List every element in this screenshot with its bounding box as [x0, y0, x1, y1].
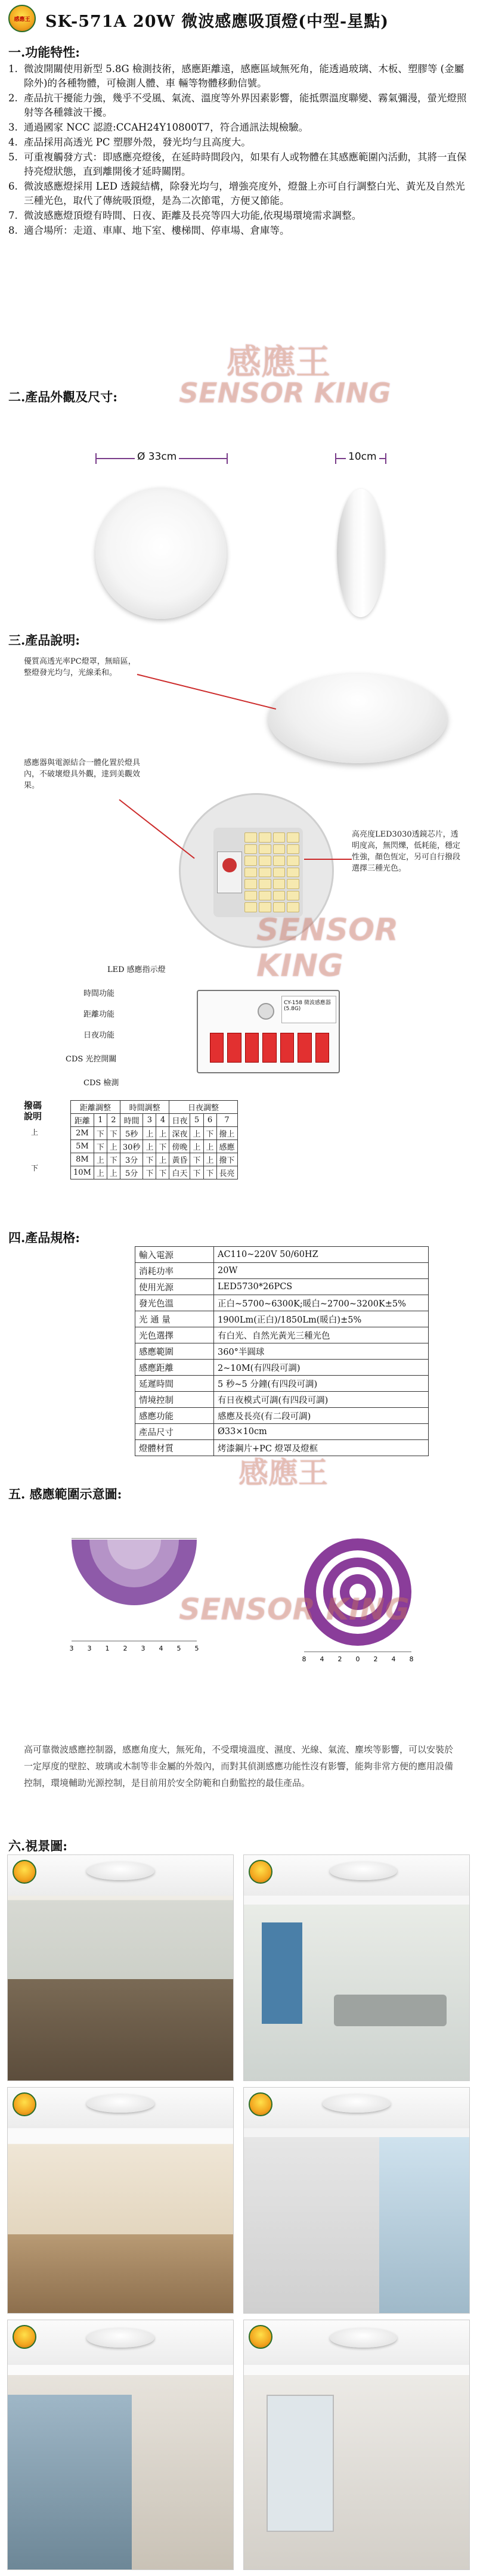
section-title-features: 一.功能特性:: [8, 45, 80, 60]
scene-photo-balcony: [7, 1854, 234, 2081]
dip-switches: [210, 1033, 329, 1063]
features-list: [8, 62, 473, 239]
top-range-diagram: [302, 1538, 414, 1663]
led-chip: [244, 902, 257, 912]
spec-value: 正白~5700~6300K;暖白~2700~3200K±5%: [214, 1295, 429, 1311]
spec-key: 感應距離: [135, 1360, 214, 1376]
scale-tick-label: 5: [176, 1645, 181, 1652]
dip-table-cell: 1: [94, 1114, 107, 1127]
led-chip: [259, 832, 271, 843]
spec-key: 燈體材質: [135, 1440, 214, 1456]
callout-daynight: 日夜功能: [83, 1031, 115, 1040]
dip-table-cell: 撥下: [216, 1153, 237, 1166]
dip-table-cell: 感應: [216, 1140, 237, 1153]
dip-switch: [315, 1033, 329, 1063]
spec-row: [135, 1279, 429, 1295]
dip-table-cell: 日夜: [169, 1114, 190, 1127]
scene-logo: [13, 2325, 36, 2349]
spec-value: 感應及長亮(有二段可調): [214, 1408, 429, 1424]
dip-table-cell: 6: [203, 1114, 216, 1127]
scale-tick-label: 8: [409, 1655, 414, 1663]
dip-table-cell: 下: [143, 1166, 156, 1179]
dip-table-cell: 深夜: [169, 1127, 190, 1140]
dip-side-up: 上: [31, 1128, 39, 1137]
led-chip: [273, 832, 286, 843]
led-chip: [287, 891, 299, 901]
spec-key: 消耗功率: [135, 1263, 214, 1279]
spec-value: 360°半圓球: [214, 1343, 429, 1360]
scale-tick-label: 5: [194, 1645, 199, 1652]
feature-item: [8, 209, 473, 223]
dip-switch: [227, 1033, 241, 1063]
lamp-top-view: [95, 488, 227, 619]
watermark-cn-2: 感應王: [238, 1456, 328, 1490]
feature-number: 4.: [8, 137, 18, 148]
scene-lamp: [86, 2328, 154, 2348]
spec-row: [135, 1392, 429, 1408]
dip-table-cell: 5分: [120, 1166, 143, 1179]
spec-row: [135, 1360, 429, 1376]
dip-table-cell: 上: [107, 1140, 120, 1153]
arrow-led: [304, 859, 352, 860]
dip-table-cell: 下: [203, 1166, 216, 1179]
dip-switch: [262, 1033, 276, 1063]
product-description: [0, 638, 477, 1234]
dip-table-cell: 10M: [71, 1166, 94, 1179]
range-diagram: [0, 1532, 477, 1711]
led-chip: [259, 891, 271, 901]
dip-table-cell: 距離: [71, 1114, 94, 1127]
dip-table-cell: 下: [190, 1166, 203, 1179]
scene-floor: [8, 1979, 233, 2080]
sensor-pcb: [217, 852, 242, 893]
spec-row: [135, 1424, 429, 1440]
spec-value: 有白光、自然光黃光三種光色: [214, 1327, 429, 1343]
spec-row: [135, 1263, 429, 1279]
dip-table-cell: 時間: [120, 1114, 143, 1127]
feature-number: 2.: [8, 92, 18, 104]
dip-table-cell: 5M: [71, 1140, 94, 1153]
scale-tick-label: 2: [337, 1655, 342, 1663]
dip-caption: [24, 1100, 54, 1122]
dip-table-cell: 2M: [71, 1127, 94, 1140]
dip-side-down: 下: [31, 1164, 39, 1172]
scene-wall-panel: [262, 1922, 302, 2024]
dip-switch: [280, 1033, 294, 1063]
callout-led-indicator: LED 感應指示燈: [107, 965, 166, 974]
led-chip: [287, 844, 299, 854]
scene-logo: [13, 2092, 36, 2116]
callout-cds-detect: CDS 檢測: [83, 1079, 119, 1088]
dip-table-cell: 上: [190, 1127, 203, 1140]
feature-text: 可重複觸發方式：即感應亮燈後，在延時時間段內，如果有人或物體在其感應範圍內活動，其將一直保持亮燈狀態，直到離開後才延時關閉。: [24, 151, 467, 177]
dip-table-cell: 長亮: [216, 1166, 237, 1179]
callout-distance: 距離功能: [83, 1010, 115, 1019]
dip-header-time: 時間調整: [120, 1101, 169, 1114]
scene-lamp: [330, 2328, 397, 2348]
watermark-en-3: SENSOR KING: [179, 1592, 410, 1627]
scale-tick-label: 2: [123, 1645, 128, 1652]
feature-item: [8, 179, 473, 208]
range-center: [349, 1584, 366, 1600]
scene-logo: [249, 2325, 272, 2349]
led-chip: [287, 856, 299, 866]
feature-number: 1.: [8, 63, 18, 75]
dip-table-cell: 下: [156, 1140, 169, 1153]
note-sensor: 感應器與電源結合一體化置於燈具內，不破壞燈具外觀，達到美觀效果。: [24, 758, 141, 790]
section-title-specs: 四.產品規格:: [8, 1230, 80, 1245]
brand-logo-text: 感應王: [14, 16, 30, 23]
dip-table-cell: 7: [216, 1114, 237, 1127]
dip-table-cell: 下: [156, 1166, 169, 1179]
feature-item: [8, 135, 473, 150]
spec-row: [135, 1327, 429, 1343]
note-led: 高亮度LED3030透鏡芯片，透明度高，無閃爍，低耗能，穩定性強，顏色恆定，另可自行撥段選擇三種光色。: [352, 830, 461, 873]
dip-table-cell: 下: [107, 1127, 120, 1140]
scene-logo: [249, 2092, 272, 2116]
height-label: 10cm: [346, 451, 379, 463]
section-title-range: 五. 感應範圍示意圖:: [8, 1487, 122, 1501]
spec-value: 20W: [214, 1263, 429, 1279]
top-scale: [302, 1655, 414, 1663]
intro-paragraph: 高可靠微波感應控制器，感應角度大，無死角，不受環境溫度、濕度、光線、氣流、塵埃等影響，可以安裝於一定厚度的壁腔、玻璃或木制等非金屬的外殼內，而對其偵測感應功能性沒有影響，能夠非常方便的應用設備控制，環境輔助光源控制，是目前用於安全防範和自動監控的最佳產品。: [24, 1744, 454, 1788]
feature-text: 微波感應燈頂燈有時間、日夜、距離及長亮等四大功能,依現場環境需求調整。: [24, 210, 362, 221]
page-header: [0, 0, 477, 42]
scene-lamp: [86, 2094, 154, 2112]
spec-value: 1900Lm(正白)/1850Lm(暖白)±5%: [214, 1311, 429, 1327]
dip-table-cell: 下: [143, 1153, 156, 1166]
scale-tick-label: 4: [159, 1645, 163, 1652]
spec-row: [135, 1247, 429, 1263]
scene-photo-corridor: [243, 2087, 470, 2314]
spec-key: 發光色溫: [135, 1295, 214, 1311]
feature-text: 通過國家 NCC 認證:CCAH24Y10800T7，符合通訊法規檢驗。: [24, 122, 309, 133]
dip-table-cell: 傍晚: [169, 1140, 190, 1153]
led-chip: [259, 902, 271, 912]
dip-table-row: [71, 1140, 238, 1153]
scene-window: [8, 2395, 132, 2569]
spec-key: 感應功能: [135, 1408, 214, 1424]
feature-item: [8, 62, 473, 91]
led-board: [179, 793, 334, 948]
feature-number: 8.: [8, 225, 18, 236]
dip-table-cell: 上: [143, 1140, 156, 1153]
scene-sofa: [334, 1995, 447, 2026]
callout-cds-switch: CDS 光控開關: [66, 1055, 117, 1064]
scale-tick-label: 4: [320, 1655, 324, 1663]
specs-table: [135, 1246, 429, 1456]
section-title-scenes: 六.視景圖:: [8, 1838, 68, 1853]
feature-item: [8, 91, 473, 120]
spec-value: Ø33×10cm: [214, 1424, 429, 1440]
lamp-side-view: [337, 489, 385, 617]
feature-text: 產品採用高透光 PC 塑膠外殼，發光均勻且高度大。: [24, 137, 251, 148]
dimension-tick-right: [227, 453, 228, 464]
led-chip: [273, 902, 286, 912]
dip-switch: [210, 1033, 224, 1063]
section-title-dimensions: 二.產品外觀及尺寸:: [8, 389, 118, 404]
sensor-chip: [222, 858, 237, 872]
feature-item: [8, 224, 473, 238]
dip-table-cell: 上: [143, 1127, 156, 1140]
cds-sensor: [258, 1003, 274, 1020]
feature-text: 微波感應燈採用 LED 透鏡結構，除發光均勻，增強亮度外，燈盤上亦可自行調整白光、黃光及自然光三種光色，取代了傳統吸頂燈，是為二次節電，方便又節能。: [24, 181, 465, 206]
scene-door: [267, 2395, 334, 2532]
dip-table-row: [71, 1127, 238, 1140]
dip-table-cell: 4: [156, 1114, 169, 1127]
dip-caption-2: 說明: [24, 1111, 42, 1122]
lamp-shade-photo: [268, 674, 447, 763]
dip-table-cell: 上: [156, 1127, 169, 1140]
dip-table-cell: 上: [107, 1166, 120, 1179]
led-chip: [287, 832, 299, 843]
dip-table-cell: 上: [94, 1153, 107, 1166]
dip-caption-1: 撥碼: [24, 1100, 42, 1111]
scale-tick-label: 1: [105, 1645, 110, 1652]
dip-header-distance: 距離調整: [71, 1101, 120, 1114]
dip-table-cell: 5: [190, 1114, 203, 1127]
feature-number: 5.: [8, 151, 18, 163]
scene-floor: [8, 2234, 233, 2313]
diameter-label: Ø 33cm: [135, 451, 179, 463]
dip-table-cell: 上: [203, 1153, 216, 1166]
dip-table-cell: 黃昏: [169, 1153, 190, 1166]
dip-table-cell: 5秒: [120, 1127, 143, 1140]
dip-header-daynight: 日夜調整: [169, 1101, 237, 1114]
scene-logo: [249, 1860, 272, 1884]
dip-table-cell: 撥上: [216, 1127, 237, 1140]
led-chip: [287, 879, 299, 889]
dip-table-cell: 白天: [169, 1166, 190, 1179]
dip-table-row: [71, 1153, 238, 1166]
scale-tick-label: 3: [141, 1645, 145, 1652]
feature-text: 微波開關使用新型 5.8G 檢測技術，感應距離遠，感應區域無死角，能透過玻璃、木板、塑膠等 (金屬除外)的各種物體，可檢測人體、車 輛等物體移動信號。: [24, 63, 464, 89]
dip-table-cell: 下: [94, 1127, 107, 1140]
led-chip: [244, 891, 257, 901]
spec-value: 5 秒~5 分鐘(有四段可調): [214, 1376, 429, 1392]
led-chip: [273, 891, 286, 901]
led-chip: [287, 902, 299, 912]
height-tick-right: [385, 453, 386, 464]
spec-key: 感應範圍: [135, 1343, 214, 1360]
dip-table-cell: 下: [203, 1127, 216, 1140]
feature-text: 產品抗干擾能力強，幾乎不受風、氣流、溫度等外界因素影響，能抵禦溫度聯變、霧氣彌漫，螢光燈照射等各種雜波干擾。: [24, 92, 467, 118]
scene-photo-livingroom: [243, 1854, 470, 2081]
watermark-en-2: SENSOR KING: [256, 912, 399, 984]
scene-photo-room: [243, 2320, 470, 2570]
feature-number: 6.: [8, 181, 18, 192]
dip-table-cell: 上: [190, 1140, 203, 1153]
scale-tick-label: 2: [373, 1655, 378, 1663]
dip-table-cell: 上: [156, 1153, 169, 1166]
watermark-cn: 感應王: [227, 342, 331, 382]
spec-key: 光 通 量: [135, 1311, 214, 1327]
led-chip: [273, 868, 286, 878]
spec-value: 2~10M(有四段可調): [214, 1360, 429, 1376]
feature-item: [8, 120, 473, 135]
dip-header-row: [71, 1101, 238, 1114]
spec-value: 烤漆鋼片+PC 燈罩及燈框: [214, 1440, 429, 1456]
spec-row: [135, 1408, 429, 1424]
scale-tick-label: 4: [391, 1655, 396, 1663]
side-range-diagram: [70, 1538, 199, 1652]
spec-value: 有日夜模式可調(有四段可調): [214, 1392, 429, 1408]
dip-switch: [245, 1033, 259, 1063]
dip-table-cell: 2: [107, 1114, 120, 1127]
dimension-figure: [0, 417, 477, 632]
scene-lamp: [323, 2094, 390, 2112]
dip-table-cell: 30秒: [120, 1140, 143, 1153]
scene-lamp: [330, 1862, 397, 1880]
section-title-description: 三.產品說明:: [8, 633, 80, 648]
dip-table-row: [71, 1166, 238, 1179]
scale-tick-label: 0: [355, 1655, 360, 1663]
feature-number: 7.: [8, 210, 18, 221]
dip-table-cell: 下: [190, 1153, 203, 1166]
spec-key: 使用光源: [135, 1279, 214, 1295]
scene-lamp: [86, 1862, 154, 1880]
scene-photo-hallway: [7, 2087, 234, 2314]
spec-row: [135, 1376, 429, 1392]
led-chip: [244, 868, 257, 878]
led-chip: [259, 879, 271, 889]
spec-row: [135, 1311, 429, 1327]
led-chip: [259, 868, 271, 878]
led-chip: [273, 856, 286, 866]
spec-row: [135, 1343, 429, 1360]
spec-key: 情境控制: [135, 1392, 214, 1408]
watermark-en: SENSOR KING: [179, 377, 391, 409]
spec-key: 輸入電源: [135, 1247, 214, 1263]
led-module: [213, 828, 303, 917]
range-figure: [0, 1532, 477, 1723]
scene-photo-balcony-2: [7, 2320, 234, 2570]
dip-table-cell: 上: [203, 1140, 216, 1153]
arrow-shade: [137, 674, 276, 710]
dip-table-cell: 8M: [71, 1153, 94, 1166]
brand-logo: [8, 5, 36, 32]
dip-table-cell: 上: [94, 1166, 107, 1179]
module-label: CY-158 微波感應器(5.8G): [281, 996, 336, 1023]
led-chip: [273, 844, 286, 854]
led-chip: [259, 844, 271, 854]
spec-key: 延遲時間: [135, 1376, 214, 1392]
scale-tick-label: 8: [302, 1655, 306, 1663]
scene-window: [379, 2137, 469, 2313]
dip-switch: [298, 1033, 311, 1063]
dip-table: [70, 1100, 238, 1179]
led-chip: [244, 832, 257, 843]
feature-item: [8, 150, 473, 179]
led-grid: [244, 832, 299, 912]
scale-tick-label: 3: [87, 1645, 92, 1652]
side-scale: [70, 1645, 199, 1652]
feature-number: 3.: [8, 122, 18, 133]
sensor-module: [197, 990, 340, 1073]
led-chip: [244, 856, 257, 866]
arrow-sensor: [119, 799, 194, 859]
spec-row: [135, 1295, 429, 1311]
dip-table-row: [71, 1114, 238, 1127]
scale-tick-label: 3: [69, 1645, 74, 1652]
dip-table-cell: 下: [107, 1153, 120, 1166]
spec-row: [135, 1440, 429, 1456]
spec-value: AC110~220V 50/60HZ: [214, 1247, 429, 1263]
callout-time: 時間功能: [83, 989, 115, 998]
led-chip: [287, 868, 299, 878]
dip-table-cell: 3分: [120, 1153, 143, 1166]
spec-key: 光色選擇: [135, 1327, 214, 1343]
page-title: SK-571A 20W 微波感應吸頂燈(中型-星點): [45, 13, 389, 31]
led-chip: [273, 879, 286, 889]
spec-key: 產品尺寸: [135, 1424, 214, 1440]
led-chip: [259, 856, 271, 866]
spec-value: LED5730*26PCS: [214, 1279, 429, 1295]
dip-table-cell: 下: [94, 1140, 107, 1153]
led-chip: [244, 879, 257, 889]
note-lampshade: 優質高透光率PC燈罩，無暗區，整燈發光均勻，光線柔和。: [24, 657, 136, 677]
led-chip: [244, 844, 257, 854]
feature-text: 適合場所：走道、車庫、地下室、樓梯間、停車場、倉庫等。: [24, 225, 290, 236]
dip-table-cell: 3: [143, 1114, 156, 1127]
scene-logo: [13, 1860, 36, 1884]
